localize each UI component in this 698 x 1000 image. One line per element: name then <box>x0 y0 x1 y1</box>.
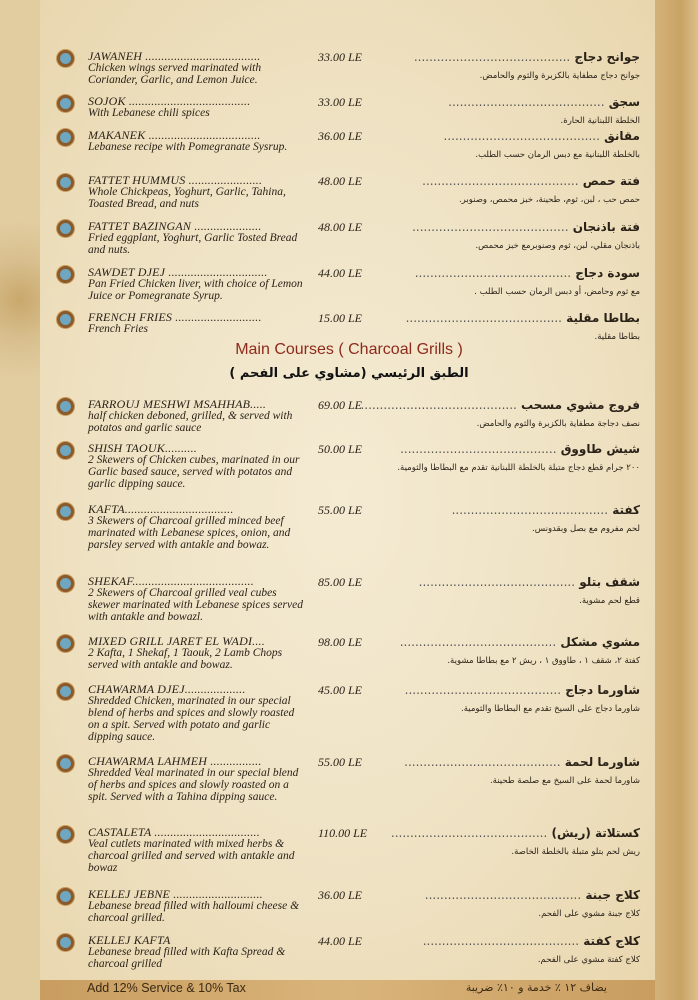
leader-dots: ......................................... <box>418 575 576 589</box>
item-name: MIXED GRILL JARET EL WADI.... <box>88 634 265 648</box>
menu-item <box>0 220 698 260</box>
item-price: 44.00 LE <box>318 266 363 280</box>
item-description: Veal cutlets marinated with mixed herbs & charcoal grilled and served with antakle and bowaz <box>88 838 295 874</box>
menu-badge-icon <box>57 503 74 520</box>
menu-item <box>0 502 698 551</box>
menu-badge-icon <box>57 266 74 283</box>
footer-note-en: Add 12% Service & 10% Tax <box>87 981 246 995</box>
item-name-ar-text: كستلاتة (ريش) <box>551 826 640 840</box>
item-description: Shredded Chicken, marinated in our special blend of herbs and spices and slowly roasted on a spit. Served with potato and garlic dipping sauce. <box>88 695 295 743</box>
menu-badge-icon <box>57 826 74 843</box>
menu-badge-icon <box>57 442 74 459</box>
leader-dots: ......................................... <box>404 755 561 769</box>
item-price: 98.00 LE <box>318 635 363 649</box>
item-price: 33.00 LE <box>318 50 363 64</box>
leader-dots: ......................................... <box>448 95 605 109</box>
leader-dots: ......................................... <box>451 503 609 517</box>
item-description: 3 Skewers of Charcoal grilled minced beef marinated with Lebanese spices, onion, and parsley served with antakle and bowaz. <box>88 515 291 551</box>
menu-item <box>0 311 698 351</box>
item-description-arabic: جوانح دجاج مطفاية بالكزبرة والثوم والحامض. <box>479 71 640 81</box>
item-name-ar-text: سجق <box>608 95 640 109</box>
item-name-arabic <box>400 95 640 109</box>
item-name: FARROUJ MESHWI MSAHHAB..... <box>88 397 267 411</box>
leader-dots: ......................................... <box>399 635 557 649</box>
item-name-ar-text: مقانق <box>604 129 640 143</box>
section-title-ar: الطبق الرئيسي (مشاوي على الفحم ) <box>229 366 469 381</box>
item-name-arabic <box>400 755 640 769</box>
item-description: Pan Fried Chicken liver, with choice of Lemon Juice or Pomegranate Syrup. <box>88 278 303 302</box>
item-name-arabic <box>400 934 640 948</box>
item-description: Whole Chickpeas, Yoghurt, Garlic, Tahina, Toasted Bread, and nuts <box>88 186 286 210</box>
item-price: 55.00 LE <box>318 503 363 517</box>
item-description: French Fries <box>88 323 148 335</box>
item-name-ar-text: سودة دجاج <box>575 266 640 280</box>
item-name: FATTET HUMMUS ....................... <box>88 173 263 187</box>
item-price: 48.00 LE <box>318 174 363 188</box>
item-name: CHAWARMA LAHMEH ................ <box>88 754 262 768</box>
item-description: 2 Skewers of Chicken cubes, marinated in our Garlic based sauce, served with potatos and garlic dipping sauce. <box>88 454 300 490</box>
menu-item <box>0 934 698 974</box>
item-english <box>88 888 303 924</box>
menu-badge-icon <box>57 311 74 328</box>
item-english <box>88 129 303 153</box>
item-name-arabic <box>390 826 640 840</box>
item-price: 55.00 LE <box>318 755 363 769</box>
item-name: KAFTA.................................. <box>88 502 234 516</box>
item-price: 15.00 LE <box>318 311 363 325</box>
item-english <box>88 95 303 119</box>
menu-badge-icon <box>57 888 74 905</box>
leader-dots: ......................................... <box>443 129 600 143</box>
item-name: SAWDET DJEJ ............................... <box>88 265 268 279</box>
item-english <box>88 398 303 434</box>
item-name: FATTET BAZINGAN ..................... <box>88 219 262 233</box>
item-description-arabic: كلاج كفتة مشوي على الفحم. <box>537 955 640 965</box>
item-price: 33.00 LE <box>318 95 363 109</box>
item-price: 69.00 LE <box>318 398 363 412</box>
item-name: SOJOK ...................................... <box>88 94 251 108</box>
item-name-ar-text: شيش طاووق <box>560 442 640 456</box>
menu-badge-icon <box>57 683 74 700</box>
item-price: 50.00 LE <box>318 442 363 456</box>
menu-item <box>0 50 698 90</box>
item-name-arabic <box>400 266 640 280</box>
item-description-arabic: كفتة ٢، شقف ١ ، طاووق ١ ، ريش ٢ مع بطاطا مشوية. <box>447 656 640 666</box>
item-name-arabic <box>400 174 640 188</box>
menu-badge-icon <box>57 934 74 951</box>
menu-item <box>0 888 698 928</box>
menu-badge-icon <box>57 755 74 772</box>
item-name: MAKANEK ................................... <box>88 128 261 142</box>
leader-dots: ......................................... <box>414 266 572 280</box>
item-name-arabic <box>360 398 640 412</box>
menu-item <box>0 266 698 306</box>
item-english <box>88 755 303 803</box>
leader-dots: ......................................... <box>400 442 557 456</box>
leader-dots: ......................................... <box>422 934 580 948</box>
item-name-arabic <box>400 888 640 902</box>
item-name-arabic <box>400 50 640 64</box>
item-price: 110.00 LE <box>318 826 368 840</box>
item-price: 36.00 LE <box>318 129 363 143</box>
item-price: 36.00 LE <box>318 888 363 902</box>
item-description: half chicken deboned, grilled, & served with potatos and garlic sauce <box>88 410 293 434</box>
item-description-arabic: ريش لحم بتلو متبلة بالخلطة الخاصة. <box>511 847 640 857</box>
item-name-ar-text: شاورما دجاج <box>565 683 640 697</box>
item-name-ar-text: بطاطا مقلية <box>566 311 640 325</box>
leader-dots: ......................................... <box>404 683 562 697</box>
item-name-ar-text: فتة باذنجان <box>572 220 640 234</box>
item-name-arabic <box>400 683 640 697</box>
menu-item <box>0 635 698 675</box>
menu-item <box>0 129 698 169</box>
item-price: 45.00 LE <box>318 683 363 697</box>
item-price: 85.00 LE <box>318 575 363 589</box>
item-name-ar-text: جوانح دجاج <box>574 50 640 64</box>
item-name-ar-text: شقف بتلو <box>579 575 640 589</box>
item-name-ar-text: مشوي مشكل <box>560 635 640 649</box>
item-name-ar-text: كلاج جبنة <box>585 888 640 902</box>
item-description-arabic: نصف دجاجة مطفاية بالكزبرة والثوم والحامض. <box>476 419 640 429</box>
menu-badge-icon <box>57 129 74 146</box>
item-english <box>88 174 303 210</box>
item-name-ar-text: فروج مشوي مسحب <box>521 398 640 412</box>
item-english <box>88 266 303 302</box>
item-name-ar-text: كفتة <box>612 503 640 517</box>
item-description-arabic: باذنجان مقلي، لبن، ثوم وصنوبرمع خبز محمص. <box>475 241 640 251</box>
item-name-ar-text: كلاج كفتة <box>583 934 640 948</box>
item-description: With Lebanese chili spices <box>88 107 210 119</box>
item-description-arabic: حمص حب ، لبن، ثوم، طحينة، خبز محمص، وصنوبر. <box>458 195 640 205</box>
menu-item <box>0 754 698 803</box>
item-english <box>88 50 303 86</box>
item-description-arabic: لحم مفروم مع بصل وبقدونس. <box>532 524 640 534</box>
item-name: FRENCH FRIES ........................... <box>88 310 262 324</box>
item-description-arabic: الخلطة اللبنانية الحارة. <box>560 116 640 126</box>
item-name: SHISH TAOUK.......... <box>88 441 197 455</box>
menu-badge-icon <box>57 95 74 112</box>
item-description-arabic: قطع لحم مشوية. <box>579 596 640 606</box>
item-english <box>88 442 303 490</box>
item-english <box>88 220 303 256</box>
menu-item <box>0 398 698 438</box>
item-english <box>88 934 303 970</box>
item-description: Lebanese bread filled with Kafta Spread & charcoal grilled <box>88 946 286 970</box>
item-description-arabic: شاورما لحمة على السيخ مع صلصة طحينة. <box>489 776 640 786</box>
item-name: JAWANEH .................................... <box>88 49 261 63</box>
item-english <box>88 575 303 623</box>
menu-badge-icon <box>57 220 74 237</box>
item-price: 48.00 LE <box>318 220 363 234</box>
menu-badge-icon <box>57 635 74 652</box>
leader-dots: ......................................... <box>360 398 517 412</box>
item-name-arabic <box>400 129 640 143</box>
item-description: Shredded Veal marinated in our special blend of herbs and spices and slowly roasted on a spit. Served with a Tahina dipping sauce. <box>88 767 299 803</box>
footer-band <box>40 980 655 1000</box>
item-description: 2 Kafta, 1 Shekaf, 1 Taouk, 2 Lamb Chops served with antakle and bowaz. <box>88 647 283 671</box>
item-description-arabic: مع ثوم وحامض، أو دبس الرمان حسب الطلب . <box>474 287 640 297</box>
item-name-arabic <box>400 575 640 589</box>
item-description: 2 Skewers of Charcoal grilled veal cubes skewer marinated with Lebanese spices served with antakle and bowazl. <box>88 587 303 623</box>
leader-dots: ......................................... <box>412 220 569 234</box>
menu-badge-icon <box>57 50 74 67</box>
leader-dots: ......................................... <box>422 174 579 188</box>
menu-item <box>0 441 698 490</box>
menu-item <box>0 825 698 874</box>
item-description: Chicken wings served marinated with Coriander, Garlic, and Lemon Juice. <box>88 62 262 86</box>
item-name-ar-text: فتة حمص <box>582 174 640 188</box>
menu-item <box>0 682 698 743</box>
item-english <box>88 826 303 874</box>
item-description-arabic: بالخلطة اللبنانية مع دبس الرمان حسب الطلب. <box>475 150 640 160</box>
menu-badge-icon <box>57 398 74 415</box>
item-english <box>88 503 303 551</box>
item-name-arabic <box>400 442 640 456</box>
footer-note-ar: يضاف ١٢ ٪ خدمة و ١٠٪ ضريبة <box>465 981 607 994</box>
item-price: 44.00 LE <box>318 934 363 948</box>
item-name: SHEKAF...................................... <box>88 574 254 588</box>
item-description: Lebanese bread filled with halloumi cheese & charcoal grilled. <box>88 900 300 924</box>
leader-dots: ......................................... <box>424 888 582 902</box>
item-name: KELLEJ KAFTA <box>88 933 171 947</box>
item-english <box>88 635 303 671</box>
item-description-arabic: شاورما دجاج على السيخ تقدم مع البطاطا والثومية. <box>461 704 640 714</box>
item-description-arabic: ٢٠٠ جرام قطع دجاج متبلة بالخلطة اللبنانية تقدم مع البطاطا والثومية. <box>397 463 640 473</box>
item-name-arabic <box>400 220 640 234</box>
menu-item <box>0 174 698 214</box>
item-name-arabic <box>400 311 640 325</box>
item-description-arabic: بطاطا مقلية. <box>594 332 640 342</box>
menu-item <box>0 574 698 623</box>
section-title-en: Main Courses ( Charcoal Grills ) <box>235 341 463 358</box>
item-english <box>88 683 303 743</box>
item-description-arabic: كلاج جبنة مشوي على الفحم. <box>538 909 640 919</box>
item-name-ar-text: شاورما لحمة <box>564 755 640 769</box>
item-english <box>88 311 303 335</box>
leader-dots: ......................................... <box>413 50 571 64</box>
leader-dots: ......................................... <box>390 826 548 840</box>
item-description: Lebanese recipe with Pomegranate Sysrup. <box>88 141 288 153</box>
item-name-arabic <box>400 635 640 649</box>
leader-dots: ......................................... <box>405 311 562 325</box>
item-name: CASTALETA ................................. <box>88 825 260 839</box>
menu-badge-icon <box>57 174 74 191</box>
item-name: KELLEJ JEBNE ............................ <box>88 887 263 901</box>
item-name: CHAWARMA DJEJ................... <box>88 682 246 696</box>
menu-badge-icon <box>57 575 74 592</box>
item-description: Fried eggplant, Yoghurt, Garlic Tosted Bread and nuts. <box>88 232 298 256</box>
item-name-arabic <box>400 503 640 517</box>
